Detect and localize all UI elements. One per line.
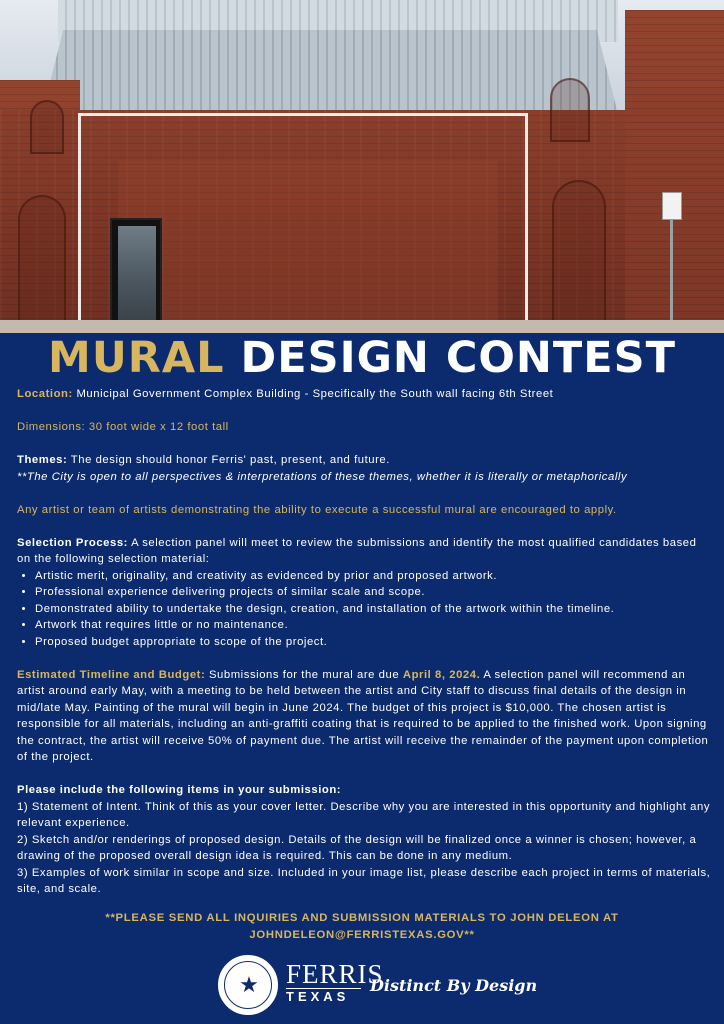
contact-email-link[interactable]: JOHNDELEON@FERRISTEXAS.GOV** bbox=[249, 929, 475, 941]
title-word-mural: MURAL bbox=[48, 333, 225, 383]
parking-sign bbox=[662, 192, 682, 220]
glass-door bbox=[110, 218, 162, 330]
themes-line: Themes: The design should honor Ferris' past, present, and future. bbox=[17, 454, 390, 466]
eligibility-line: Any artist or team of artists demonstrating the ability to execute a successful mural are encouraged to apply. bbox=[17, 503, 617, 516]
submission-item: 1) Statement of Intent. Think of this as your cover letter. Describe why you are interested in this opportunity and highlight any relevant experience. bbox=[17, 800, 711, 829]
tagline: Distinct By Design bbox=[370, 976, 538, 995]
contact-callout: **PLEASE SEND ALL INQUIRIES AND SUBMISSION MATERIALS TO JOHN DELEON AT JOHNDELEON@FERRISTEXAS.GOV** bbox=[40, 910, 684, 944]
list-item: • Artwork that requires little or no maintenance. bbox=[35, 617, 712, 634]
body-content bbox=[17, 386, 712, 898]
submission-item: 2) Sketch and/or renderings of proposed design. Details of the design will be finalized once a winner is chosen; however, a drawing of the proposed overall design idea is required. This can be done in any medium. bbox=[17, 833, 697, 862]
submission-item: 3) Examples of work similar in scope and size. Included in your image list, please describe each project in terms of materials, site, and scale. bbox=[17, 866, 711, 895]
selection-paragraph: Selection Process: A selection panel will meet to review the submissions and identify the most qualified candidates based on the following selection material: bbox=[17, 536, 697, 565]
list-item: • Professional experience delivering projects of similar scale and scope. bbox=[35, 584, 712, 601]
texas-logo-text: TEXAS bbox=[286, 988, 361, 1004]
selection-criteria-list bbox=[17, 568, 712, 651]
page-title bbox=[0, 333, 724, 383]
list-item: • Artistic merit, originality, and creativity as evidenced by prior and proposed artwork. bbox=[35, 568, 712, 585]
location-line: Location: Municipal Government Complex Building - Specifically the South wall facing 6th Street bbox=[17, 388, 554, 400]
ferris-logo-text: FERRIS bbox=[286, 959, 384, 989]
list-item: • Demonstrated ability to undertake the design, creation, and installation of the artwork within the timeline. bbox=[35, 601, 712, 618]
title-word-design-contest: DESIGN CONTEST bbox=[240, 333, 676, 383]
city-seal-logo bbox=[218, 955, 278, 1015]
timeline-paragraph: Estimated Timeline and Budget: Submissions for the mural are due April 8, 2024. A selection panel will recommend an artist around early May, with a meeting to be held between the artist and City staff to discuss final details of the design in mid/late May. Painting of the mural will begin in June 2024. The budget of this project is $10,000. The chosen artist is responsible for all materials, including an anti-graffiti coating that is required to be applied to the finished work. Upon signing the contract, the artist will receive 50% of payment due. The artist will receive the remainder of the payment upon completion of the project. bbox=[17, 668, 709, 763]
themes-note: **The City is open to all perspectives & interpretations of these themes, whether it is literally or metaphorically bbox=[17, 470, 628, 483]
star-icon: ★ bbox=[239, 972, 259, 997]
list-item: • Proposed budget appropriate to scope of the project. bbox=[35, 634, 712, 651]
submission-heading: Please include the following items in your submission: bbox=[17, 784, 342, 796]
dimensions-line: Dimensions: 30 foot wide x 12 foot tall bbox=[17, 421, 229, 433]
building-photo bbox=[0, 0, 724, 333]
